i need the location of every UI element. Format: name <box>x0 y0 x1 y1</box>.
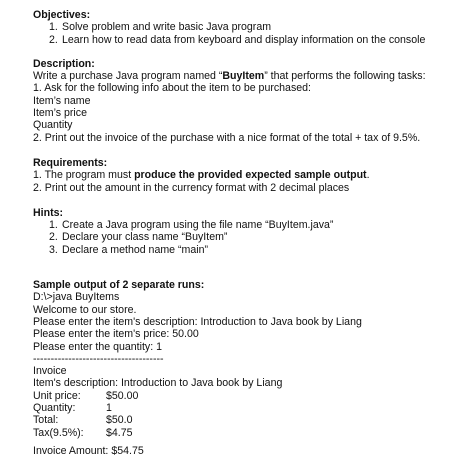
objectives-section <box>33 9 469 46</box>
invoice-title: Invoice <box>33 365 67 378</box>
list-item: 3. Declare a method name “main” <box>49 243 209 256</box>
console-line: Please enter the item's price: 50.00 <box>33 328 199 341</box>
description-line: 2. Print out the invoice of the purchase with a nice format of the total + tax of 9.5%. <box>33 131 421 144</box>
console-separator: ------------------------------------- <box>33 352 164 365</box>
description-line: Write a purchase Java program named “BuyItem” that performs the following tasks: <box>33 70 426 83</box>
list-item: 2. Learn how to read data from keyboard and display information on the console <box>49 33 426 46</box>
console-line: Please enter the item's description: Introduction to Java book by Liang <box>33 315 362 328</box>
console-line: Please enter the quantity: 1 <box>33 340 162 353</box>
invoice-amount: Invoice Amount: $54.75 <box>33 444 144 457</box>
invoice-row: Quantity: 1 <box>33 402 112 415</box>
requirements-line: 2. Print out the amount in the currency format with 2 decimal places <box>33 181 350 194</box>
list-item: 2. Declare your class name “BuyItem” <box>49 231 228 244</box>
requirements-heading: Requirements: <box>33 156 108 169</box>
invoice-row: Total: $50.0 <box>33 414 133 427</box>
description-heading: Description: <box>33 57 95 70</box>
hints-list <box>33 219 469 256</box>
objectives-heading: Objectives: <box>33 9 91 21</box>
description-line: Item’s name <box>33 94 91 107</box>
description-section <box>33 58 469 144</box>
description-line: Item’s price <box>33 107 87 120</box>
sample-output-heading: Sample output of 2 separate runs: <box>33 279 205 292</box>
invoice-description: Item's description: Introduction to Java book by Liang <box>33 377 283 390</box>
list-item: 1. Solve problem and write basic Java program <box>49 21 272 34</box>
invoice-row: Tax(9.5%): $4.75 <box>33 426 133 439</box>
requirements-section <box>33 157 469 194</box>
hints-section <box>33 207 469 256</box>
console-line: D:\>java BuyItems <box>33 291 120 304</box>
requirements-line: 1. The program must produce the provided expected sample output. <box>33 169 370 182</box>
sample-output-section <box>33 279 469 457</box>
console-line: Welcome to our store. <box>33 303 137 316</box>
description-line: Quantity <box>33 119 73 132</box>
description-line: 1. Ask for the following info about the item to be purchased: <box>33 82 311 95</box>
objectives-list <box>33 21 469 46</box>
document-page <box>33 9 469 457</box>
list-item: 1. Create a Java program using the file name “BuyItem.java” <box>49 219 334 232</box>
invoice-row: Unit price: $50.00 <box>33 389 139 402</box>
hints-heading: Hints: <box>33 206 64 219</box>
